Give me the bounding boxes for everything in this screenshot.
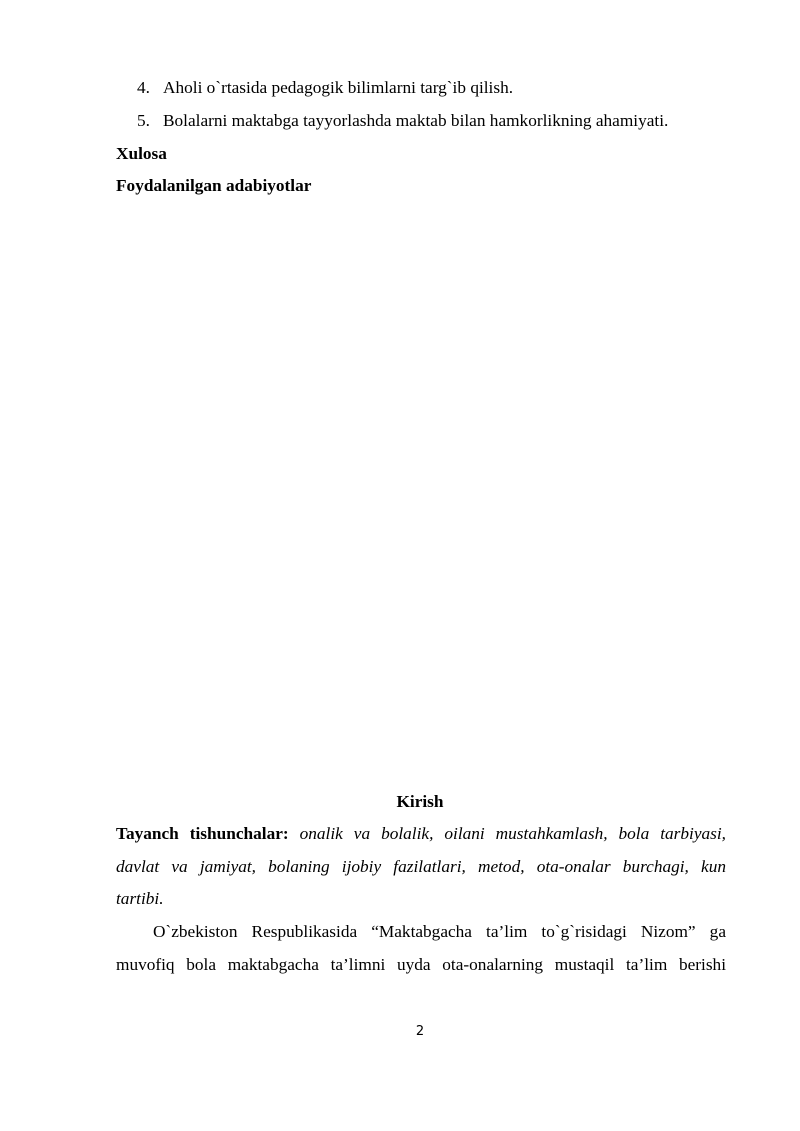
paragraph-line: muvofiq bola maktabgacha ta’limni uyda ota-onalarning mustaqil ta’lim berishi (116, 955, 726, 974)
keywords-text: onalik va bolalik, oilani mustahkamlash, bola tarbiyasi, (299, 824, 726, 843)
list-item (137, 77, 513, 99)
list-number: 5. (137, 111, 150, 130)
list-text: Aholi o`rtasida pedagogik bilimlarni targ`ib qilish. (163, 78, 514, 97)
list-item (137, 110, 668, 132)
keywords-line (116, 823, 726, 845)
keywords-text: davlat va jamiyat, bolaning ijobiy fazilatlari, metod, ota-onalar burchagi, kun (116, 857, 726, 876)
heading-introduction: Kirish (396, 792, 444, 811)
keywords-label: Tayanch tishunchalar: (116, 824, 289, 843)
keywords-text: tartibi. (116, 889, 164, 908)
heading-references: Foydalanilgan adabiyotlar (116, 176, 312, 195)
page-number: 2 (415, 1024, 425, 1039)
paragraph-line: O`zbekiston Respublikasida “Maktabgacha ta’lim to`g`risidagi Nizom” ga (153, 922, 726, 941)
heading-conclusion: Xulosa (116, 144, 167, 163)
list-text: Bolalarni maktabga tayyorlashda maktab bilan hamkorlikning ahamiyati. (163, 111, 669, 130)
list-number: 4. (137, 78, 150, 97)
